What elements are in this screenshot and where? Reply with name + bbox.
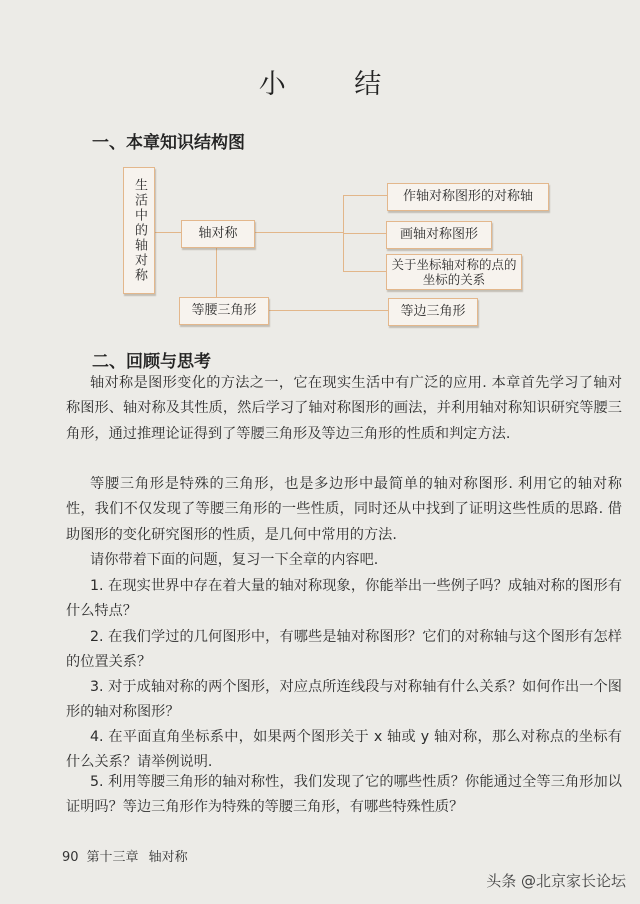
section-heading-review: 二、回顾与思考 bbox=[92, 352, 211, 372]
connector-line bbox=[253, 232, 343, 233]
question-item: 2. 在我们学过的几何图形中，有哪些是轴对称图形？它们的对称轴与这个图形有怎样的位置关系？ bbox=[66, 629, 622, 671]
connector-line bbox=[216, 246, 217, 297]
connector-line bbox=[267, 310, 388, 311]
question-item: 5. 利用等腰三角形的轴对称性，我们发现了它的哪些性质？你能通过全等三角形加以证明吗？等边三角形作为特殊的等腰三角形，有哪些特殊性质？ bbox=[66, 774, 622, 816]
box-life-symmetry: 生活中的轴对称 bbox=[123, 167, 155, 294]
paragraph: 等腰三角形是特殊的三角形，也是多边形中最简单的轴对称图形. 利用它的轴对称性，我们不仅发现了等腰三角形的一些性质，同时还从中找到了证明这些性质的思路. 借助图形的变化研究图形的性质，是几何中常用的方法. bbox=[66, 476, 622, 543]
box-draw-symmetric-figure: 画轴对称图形 bbox=[386, 221, 492, 249]
paragraph: 请你带着下面的问题，复习一下全章的内容吧. bbox=[90, 552, 379, 568]
page-footer bbox=[62, 846, 188, 865]
box-equilateral-triangle: 等边三角形 bbox=[388, 298, 478, 326]
box-draw-symmetry-axis: 作轴对称图形的对称轴 bbox=[387, 183, 549, 211]
page-title: 小 结 bbox=[258, 69, 412, 100]
connector-line bbox=[153, 232, 181, 233]
connector-line bbox=[343, 271, 386, 272]
box-coordinate-symmetry: 关于坐标轴对称的点的坐标的关系 bbox=[386, 254, 522, 290]
knowledge-structure-diagram bbox=[0, 0, 640, 340]
watermark-text: 头条 @北京家长论坛 bbox=[486, 872, 626, 890]
section-heading-structure: 一、本章知识结构图 bbox=[92, 133, 245, 153]
page-number: 90 bbox=[62, 850, 79, 865]
box-axial-symmetry: 轴对称 bbox=[181, 220, 255, 248]
connector-line bbox=[343, 195, 387, 196]
chapter-label: 第十三章 bbox=[86, 850, 139, 865]
chapter-name: 轴对称 bbox=[148, 850, 188, 865]
connector-line bbox=[343, 233, 386, 234]
box-isosceles-triangle: 等腰三角形 bbox=[179, 297, 269, 325]
question-item: 4. 在平面直角坐标系中，如果两个图形关于 x 轴或 y 轴对称，那么对称点的坐标有什么关系？请举例说明. bbox=[66, 729, 622, 771]
question-item: 3. 对于成轴对称的两个图形，对应点所连线段与对称轴有什么关系？如何作出一个图形的轴对称图形？ bbox=[66, 679, 622, 721]
paragraph: 轴对称是图形变化的方法之一，它在现实生活中有广泛的应用. 本章首先学习了轴对称图形、轴对称及其性质，然后学习了轴对称图形的画法，并利用轴对称知识研究等腰三角形，通过推理论证得到了等腰三角形及等边三角形的性质和判定方法. bbox=[66, 375, 622, 442]
question-item: 1. 在现实世界中存在着大量的轴对称现象，你能举出一些例子吗？成轴对称的图形有什么特点？ bbox=[66, 578, 622, 620]
